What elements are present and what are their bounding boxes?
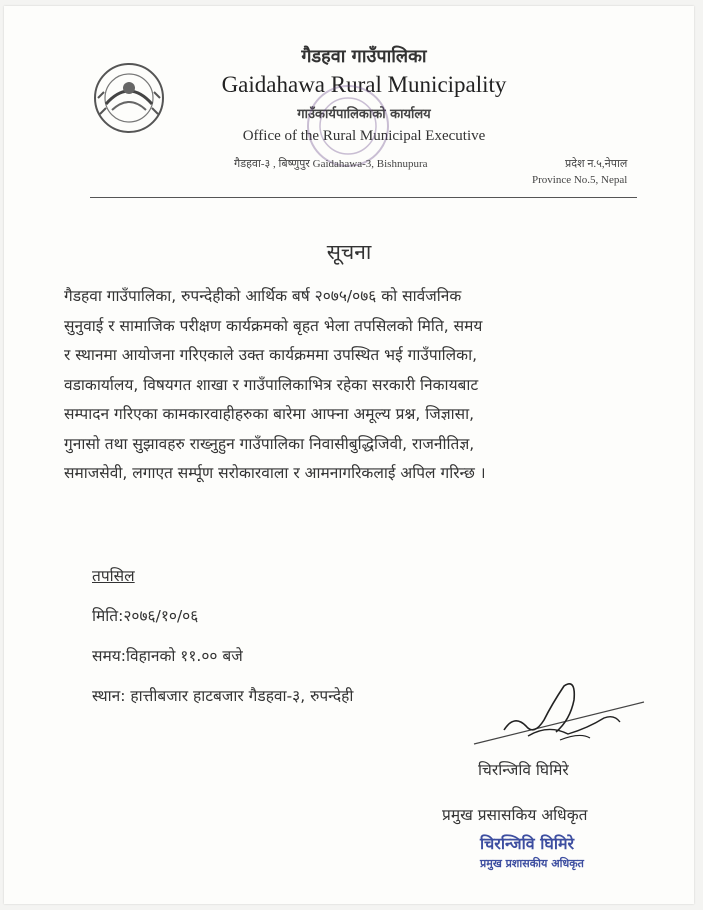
office-address: गैडहवा-३ , बिष्णुपुर Gaidahawa-3, Bishnupura [234, 158, 428, 170]
notice-line: वडाकार्यालय, विषयगत शाखा र गाउँपालिकाभित्र रहेका सरकारी निकायबाट [64, 375, 479, 394]
letterhead [4, 6, 694, 206]
notice-line: सुनुवाई र सामाजिक परीक्षण कार्यक्रमको बृहत भेला तपसिलको मिति, समय [64, 316, 483, 335]
signatory-name: चिरन्जिवि घिमिरे [478, 761, 569, 779]
notice-page [4, 6, 694, 904]
province-info [532, 156, 627, 188]
event-place: स्थान: हात्तीबजार हाटबजार गैडहवा-३, रुपन्देही [92, 687, 354, 705]
notice-line: गैडहवा गाउँपालिका, रुपन्देहीको आर्थिक बर्ष २०७५/०७६ को सार्वजनिक [64, 287, 462, 305]
province-nepali: प्रदेश न.५,नेपाल [564, 158, 628, 170]
municipality-name-english: Gaidahawa Rural Municipality [221, 72, 507, 97]
office-name-nepali: गाउँकार्यपालिकाको कार्यालय [297, 107, 431, 122]
notice-line: र स्थानमा आयोजना गरिएकाले उक्त कार्यक्रममा उपस्थित भई गाउँपालिका, [64, 346, 478, 364]
signatory-post: प्रमुख प्रसासकिय अधिकृत [442, 806, 588, 824]
stamp-name: चिरन्जिवि घिमिरे [480, 834, 575, 853]
event-time: समय:विहानको ११.०० बजे [92, 647, 243, 665]
notice-body [64, 282, 664, 489]
notice-line: समाजसेवी, लगाएत सर्म्पूण सरोकारवाला र आमनागरिकलाई अपिल गरिन्छ । [64, 464, 486, 482]
event-details [92, 556, 353, 716]
notice-line: गुनासो तथा सुझावहरु राख्नुहुन गाउँपालिका निवासीबुद्धिजिवी, राजनीतिज्ञ, [64, 434, 475, 453]
header-divider [90, 197, 637, 198]
notice-line: सम्पादन गरिएका कामकारवाहीहरुका बारेमा आफ्ना अमूल्य प्रश्न, जिज्ञासा, [64, 405, 475, 423]
stamp-post: प्रमुख प्रशासकीय अधिकृत [480, 857, 584, 870]
province-english: Province No.5, Nepal [532, 174, 628, 186]
municipality-name-nepali: गैडहवा गाउँपालिका [301, 46, 427, 67]
office-name-english: Office of the Rural Municipal Executive [242, 128, 486, 144]
details-heading: तपसिल [92, 567, 135, 585]
notice-title: सूचना [326, 240, 372, 264]
event-date: मिति:२०७६/१०/०६ [92, 607, 199, 625]
handwritten-signature-icon [464, 674, 654, 754]
